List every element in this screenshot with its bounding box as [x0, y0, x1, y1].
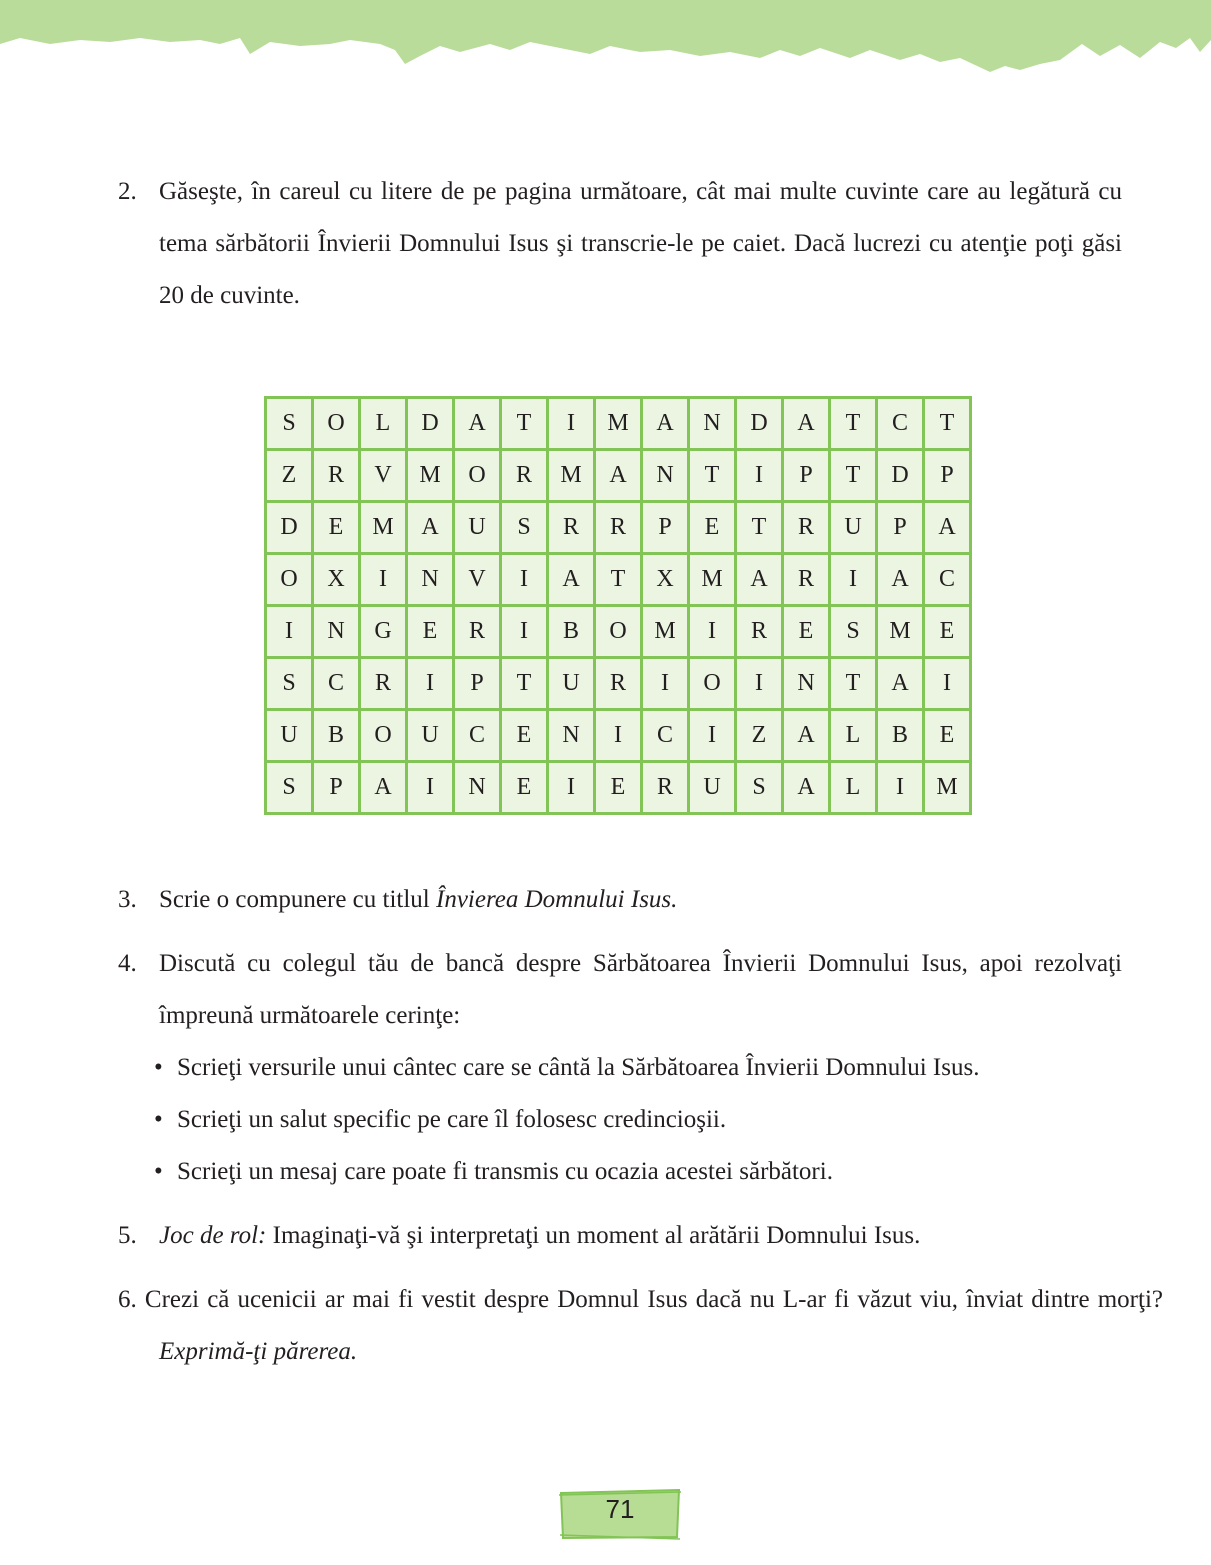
grid-cell: D: [736, 398, 783, 450]
grid-cell: M: [642, 606, 689, 658]
grid-cell: T: [830, 398, 877, 450]
grid-cell: B: [313, 710, 360, 762]
grid-cell: N: [313, 606, 360, 658]
grid-cell: I: [689, 710, 736, 762]
grid-cell: T: [736, 502, 783, 554]
grid-row: [266, 606, 971, 658]
grid-cell: N: [454, 762, 501, 814]
grid-row: [266, 554, 971, 606]
grid-cell: M: [407, 450, 454, 502]
grid-cell: I: [736, 658, 783, 710]
grid-cell: M: [548, 450, 595, 502]
grid-cell: I: [548, 398, 595, 450]
grid-row: [266, 658, 971, 710]
grid-cell: O: [454, 450, 501, 502]
grid-cell: R: [548, 502, 595, 554]
grid-cell: A: [783, 762, 830, 814]
task-2: [118, 166, 1122, 322]
grid-cell: A: [783, 398, 830, 450]
grid-cell: O: [360, 710, 407, 762]
grid-cell: A: [877, 658, 924, 710]
task-5: [118, 1210, 1122, 1262]
grid-cell: R: [454, 606, 501, 658]
grid-cell: S: [266, 762, 313, 814]
grid-cell: U: [548, 658, 595, 710]
grid-cell: V: [360, 450, 407, 502]
grid-cell: N: [642, 450, 689, 502]
grid-cell: U: [689, 762, 736, 814]
grid-cell: D: [877, 450, 924, 502]
grid-cell: D: [266, 502, 313, 554]
grid-cell: E: [783, 606, 830, 658]
grid-cell: S: [501, 502, 548, 554]
grid-cell: I: [924, 658, 971, 710]
grid-cell: Z: [266, 450, 313, 502]
grid-cell: N: [689, 398, 736, 450]
grid-cell: M: [689, 554, 736, 606]
page-number: 71: [605, 1494, 635, 1524]
grid-cell: I: [689, 606, 736, 658]
grid-cell: G: [360, 606, 407, 658]
grid-cell: U: [266, 710, 313, 762]
grid-cell: A: [548, 554, 595, 606]
grid-row: [266, 710, 971, 762]
task-3: [118, 874, 1122, 926]
grid-cell: R: [313, 450, 360, 502]
grid-cell: E: [689, 502, 736, 554]
grid-cell: E: [501, 762, 548, 814]
top-decorative-band: [0, 0, 1211, 80]
bullet-icon: •: [154, 1158, 163, 1185]
task-4-bullet: • Scrieţi un mesaj care poate fi transmis cu ocazia acestei sărbători.: [154, 1146, 1114, 1198]
grid-cell: T: [830, 658, 877, 710]
grid-cell: X: [313, 554, 360, 606]
grid-cell: P: [454, 658, 501, 710]
task-2-text: Găseşte, în careul cu litere de pe pagina următoare, cât mai multe cuvinte care au legătură cu tema sărbătorii Învierii Domnului Isus şi transcrie-le pe caiet. Dacă lucrezi cu atenţie poţi găsi 20 de cuvinte.: [159, 178, 1122, 309]
grid-cell: A: [407, 502, 454, 554]
grid-cell: R: [595, 502, 642, 554]
grid-cell: N: [407, 554, 454, 606]
grid-cell: C: [642, 710, 689, 762]
task-5-number: 5.: [118, 1222, 137, 1249]
task-4-bullet: • Scrieţi versurile unui cântec care se cântă la Sărbătoarea Învierii Domnului Isus.: [154, 1042, 1114, 1094]
grid-cell: B: [548, 606, 595, 658]
grid-cell: P: [313, 762, 360, 814]
grid-cell: E: [407, 606, 454, 658]
grid-cell: C: [877, 398, 924, 450]
task-6-text: Crezi că ucenicii ar mai fi vestit despre Domnul Isus dacă nu L-ar fi văzut viu, înviat dintre morţi?: [136, 1286, 1163, 1313]
grid-cell: R: [783, 502, 830, 554]
grid-cell: T: [924, 398, 971, 450]
task-6: [118, 1274, 1163, 1378]
grid-cell: A: [924, 502, 971, 554]
grid-cell: M: [595, 398, 642, 450]
task-2-number: 2.: [118, 178, 137, 205]
grid-cell: P: [783, 450, 830, 502]
grid-cell: E: [501, 710, 548, 762]
grid-cell: A: [783, 710, 830, 762]
grid-cell: P: [642, 502, 689, 554]
task-6-number: 6.: [118, 1286, 137, 1313]
task-3-number: 3.: [118, 886, 137, 913]
grid-cell: U: [407, 710, 454, 762]
grid-cell: I: [501, 554, 548, 606]
grid-row: [266, 502, 971, 554]
grid-cell: Z: [736, 710, 783, 762]
grid-cell: O: [313, 398, 360, 450]
grid-cell: R: [360, 658, 407, 710]
grid-cell: U: [454, 502, 501, 554]
grid-cell: E: [313, 502, 360, 554]
task-4-number: 4.: [118, 950, 137, 977]
grid-cell: T: [501, 658, 548, 710]
grid-cell: C: [313, 658, 360, 710]
grid-cell: I: [642, 658, 689, 710]
grid-cell: A: [360, 762, 407, 814]
grid-cell: N: [548, 710, 595, 762]
grid-cell: R: [783, 554, 830, 606]
grid-cell: C: [924, 554, 971, 606]
task-5-text: Imaginaţi-vă şi interpretaţi un moment al arătării Domnului Isus.: [266, 1222, 921, 1249]
grid-cell: M: [924, 762, 971, 814]
grid-cell: I: [407, 658, 454, 710]
bullet-icon: •: [154, 1106, 163, 1133]
grid-cell: M: [360, 502, 407, 554]
grid-row: [266, 450, 971, 502]
task-5-label: Joc de rol:: [159, 1222, 267, 1249]
grid-cell: L: [830, 710, 877, 762]
grid-cell: S: [736, 762, 783, 814]
grid-cell: E: [924, 710, 971, 762]
grid-cell: R: [642, 762, 689, 814]
bullet-icon: •: [154, 1054, 163, 1081]
grid-cell: O: [266, 554, 313, 606]
grid-cell: L: [830, 762, 877, 814]
grid-cell: A: [736, 554, 783, 606]
grid-cell: T: [501, 398, 548, 450]
grid-cell: S: [266, 658, 313, 710]
grid-cell: I: [830, 554, 877, 606]
grid-cell: R: [595, 658, 642, 710]
grid-cell: T: [595, 554, 642, 606]
grid-cell: R: [736, 606, 783, 658]
grid-cell: E: [924, 606, 971, 658]
grid-cell: B: [877, 710, 924, 762]
grid-cell: X: [642, 554, 689, 606]
grid-cell: A: [642, 398, 689, 450]
grid-cell: C: [454, 710, 501, 762]
grid-cell: A: [454, 398, 501, 450]
task-4: [118, 938, 1122, 1042]
grid-cell: V: [454, 554, 501, 606]
task-3-title: Învierea Domnului Isus.: [436, 886, 678, 913]
grid-cell: I: [877, 762, 924, 814]
grid-cell: T: [830, 450, 877, 502]
grid-cell: I: [266, 606, 313, 658]
grid-cell: L: [360, 398, 407, 450]
grid-cell: M: [877, 606, 924, 658]
grid-cell: S: [266, 398, 313, 450]
grid-cell: U: [830, 502, 877, 554]
task-4-bullet: • Scrieţi un salut specific pe care îl folosesc credincioşii.: [154, 1094, 1114, 1146]
word-search-grid: [264, 396, 972, 815]
task-6-emphasis: Exprimă-ţi părerea.: [159, 1338, 358, 1365]
grid-cell: N: [783, 658, 830, 710]
grid-cell: T: [689, 450, 736, 502]
grid-cell: I: [595, 710, 642, 762]
task-4-text: Discută cu colegul tău de bancă despre Sărbătoarea Învierii Domnului Isus, apoi rezolvaţi împreună următoarele cerinţe:: [159, 950, 1122, 1029]
grid-cell: I: [360, 554, 407, 606]
grid-cell: P: [924, 450, 971, 502]
grid-cell: I: [501, 606, 548, 658]
grid-cell: S: [830, 606, 877, 658]
grid-cell: R: [501, 450, 548, 502]
grid-cell: D: [407, 398, 454, 450]
grid-cell: A: [877, 554, 924, 606]
grid-row: [266, 762, 971, 814]
grid-cell: O: [595, 606, 642, 658]
grid-cell: A: [595, 450, 642, 502]
grid-cell: E: [595, 762, 642, 814]
grid-row: [266, 398, 971, 450]
grid-cell: O: [689, 658, 736, 710]
grid-cell: I: [736, 450, 783, 502]
grid-cell: I: [548, 762, 595, 814]
task-3-text: Scrie o compunere cu titlul: [159, 886, 437, 913]
grid-cell: P: [877, 502, 924, 554]
grid-cell: I: [407, 762, 454, 814]
